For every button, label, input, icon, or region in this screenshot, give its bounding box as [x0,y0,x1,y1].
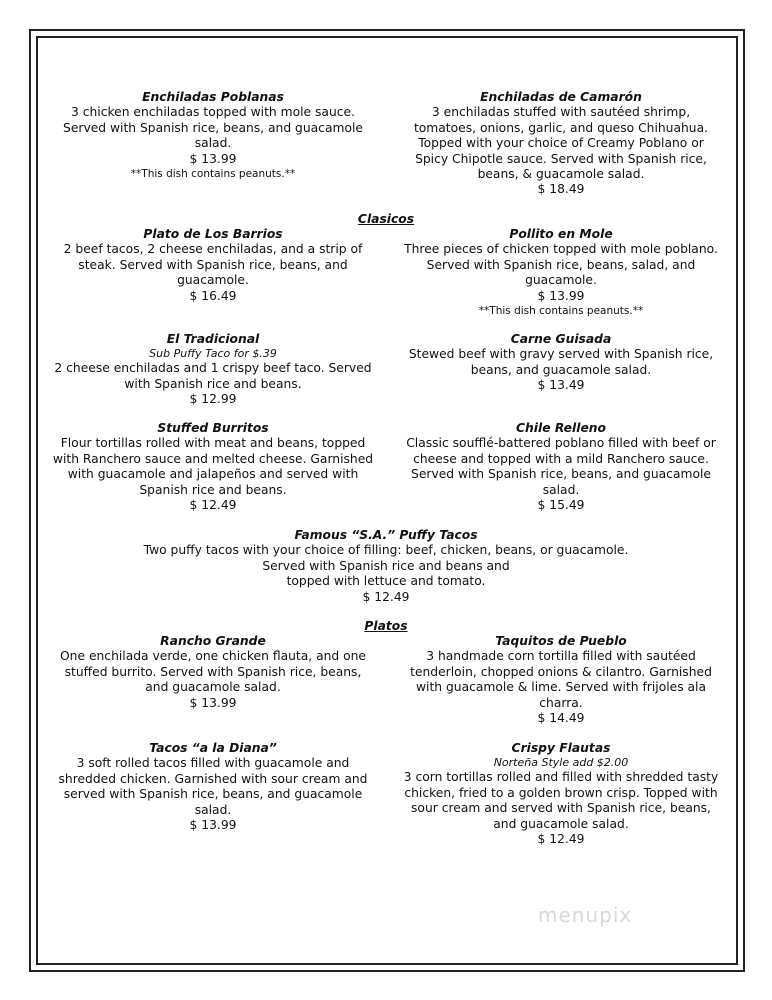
menu-item-chile-relleno [390,421,732,528]
item-line: steak. Served with Spanish rice, beans, and [78,257,348,272]
item-price: $ 18.49 [537,182,585,197]
item-price: $ 16.49 [189,288,237,303]
menu-item-carne-guisada [390,332,732,421]
item-line: tenderloin, chopped onions & cilantro. Garnished [410,664,712,679]
item-name: Famous “S.A.” Puffy Tacos [294,528,478,542]
menu-row [40,741,732,847]
item-line: One enchilada verde, one chicken flauta, and one [60,649,366,664]
item-price: $ 15.49 [537,498,585,513]
item-name: Enchiladas Poblanas [142,90,284,104]
item-price: $ 13.99 [189,695,237,710]
item-name: Chile Relleno [516,421,606,435]
item-price: $ 12.49 [537,832,585,847]
item-line: chicken, fried to a golden brown crisp. Topped with [404,785,718,800]
item-note: **This dish contains peanuts.** [130,168,296,181]
item-price: $ 12.99 [189,392,237,407]
item-line: salad. [194,802,232,817]
item-price: $ 12.49 [362,589,410,604]
item-line: Topped with your choice of Creamy Poblano or [418,136,704,151]
item-line: and guacamole salad. [493,816,629,831]
item-price: $ 13.99 [189,818,237,833]
item-name: Carne Guisada [510,332,612,346]
item-name: Tacos “a la Diana” [149,741,277,755]
item-line: served with Spanish rice, beans, and guacamole [63,787,363,802]
item-line: Spanish rice and beans. [139,482,287,497]
item-line: beans, & guacamole salad. [477,167,645,182]
item-line: beans, and guacamole salad. [470,362,652,377]
item-line: Two puffy tacos with your choice of filling: beef, chicken, beans, or guacamole. [143,543,629,558]
item-line: Flour tortillas rolled with meat and beans, topped [60,436,366,451]
menu-item-pollito-en-mole [390,227,732,332]
menu-row [40,421,732,528]
item-line: guacamole. [177,273,249,288]
item-price: $ 13.99 [537,288,585,303]
section-title-platos: Platos [364,619,408,633]
item-line: salad. [542,482,580,497]
item-line: with guacamole & lime. Served with frijoles ala [415,680,707,695]
item-price: $ 13.49 [537,378,585,393]
menu-item-enchiladas-poblanas [42,90,384,212]
item-line: Served with Spanish rice, beans, and guacamole [63,120,363,135]
item-line: Served with Spanish rice, beans, salad, and [426,257,696,272]
item-note: **This dish contains peanuts.** [478,305,644,318]
item-name: Plato de Los Barrios [143,227,283,241]
item-name: Pollito en Mole [509,227,613,241]
item-name: Crispy Flautas [511,741,611,755]
item-line: topped with lettuce and tomato. [286,574,486,589]
menu-item-enchiladas-de-camaron [390,90,732,212]
item-line: and guacamole salad. [145,680,281,695]
item-line: charra. [539,695,583,710]
menu-item-plato-de-los-barrios [42,227,384,332]
item-line: tomatoes, onions, garlic, and queso Chihuahua. [413,120,709,135]
item-line: Classic soufflé-battered poblano filled with beef or [406,436,716,451]
item-name: Rancho Grande [160,634,266,648]
menu-row [40,332,732,421]
item-line: 3 soft rolled tacos filled with guacamole and [76,756,350,771]
menu-item-crispy-flautas [390,741,732,847]
item-price: $ 14.49 [537,711,585,726]
item-subtitle: Norteña Style add $2.00 [493,756,629,770]
item-line: cheese and topped with a mild Ranchero sauce. [413,451,709,466]
item-line: Three pieces of chicken topped with mole poblano. [404,242,718,257]
menu-row [40,227,732,332]
item-subtitle: Sub Puffy Taco for $.39 [149,347,277,361]
item-line: 3 chicken enchiladas topped with mole sauce. [71,105,355,120]
menu-item-taquitos-de-pueblo [390,634,732,741]
item-price: $ 12.49 [189,498,237,513]
item-line: 3 handmade corn tortilla filled with sautéed [426,649,696,664]
item-name: Enchiladas de Camarón [480,90,642,104]
section-title-clasicos: Clasicos [357,212,415,226]
menu-item-rancho-grande [42,634,384,741]
item-line: with guacamole and jalapeños and served with [67,467,359,482]
menu-item-stuffed-burritos [42,421,384,528]
menu-row [40,90,732,212]
item-name: El Tradicional [166,332,260,346]
item-line: 2 beef tacos, 2 cheese enchiladas, and a strip of [63,242,363,257]
item-line: Spicy Chipotle sauce. Served with Spanish rice, [415,151,707,166]
item-line: stuffed burrito. Served with Spanish rice, beans, [64,664,362,679]
item-line: 2 cheese enchiladas and 1 crispy beef taco. Served [54,361,372,376]
item-line: Served with Spanish rice and beans and [262,558,510,573]
item-name: Stuffed Burritos [157,421,269,435]
item-line: salad. [194,136,232,151]
item-line: Served with Spanish rice, beans, and guacamole [411,467,711,482]
item-line: sour cream and served with Spanish rice, beans, [411,801,711,816]
item-name: Taquitos de Pueblo [495,634,627,648]
item-line: guacamole. [525,273,597,288]
item-line: 3 corn tortillas rolled and filled with shredded tasty [403,770,719,785]
item-price: $ 13.99 [189,151,237,166]
item-line: 3 enchiladas stuffed with sautéed shrimp, [431,105,691,120]
watermark-logo: menupix [538,903,633,927]
menu-page [40,90,732,847]
menu-item-el-tradicional [42,332,384,421]
item-line: with Spanish rice and beans. [124,376,302,391]
item-line: with Ranchero sauce and melted cheese. Garnished [52,451,374,466]
menu-row [40,634,732,741]
menu-item-puffy-tacos [40,528,732,619]
item-line: Stewed beef with gravy served with Spanish rice, [408,347,714,362]
menu-item-tacos-a-la-diana [42,741,384,847]
item-line: shredded chicken. Garnished with sour cream and [58,771,368,786]
